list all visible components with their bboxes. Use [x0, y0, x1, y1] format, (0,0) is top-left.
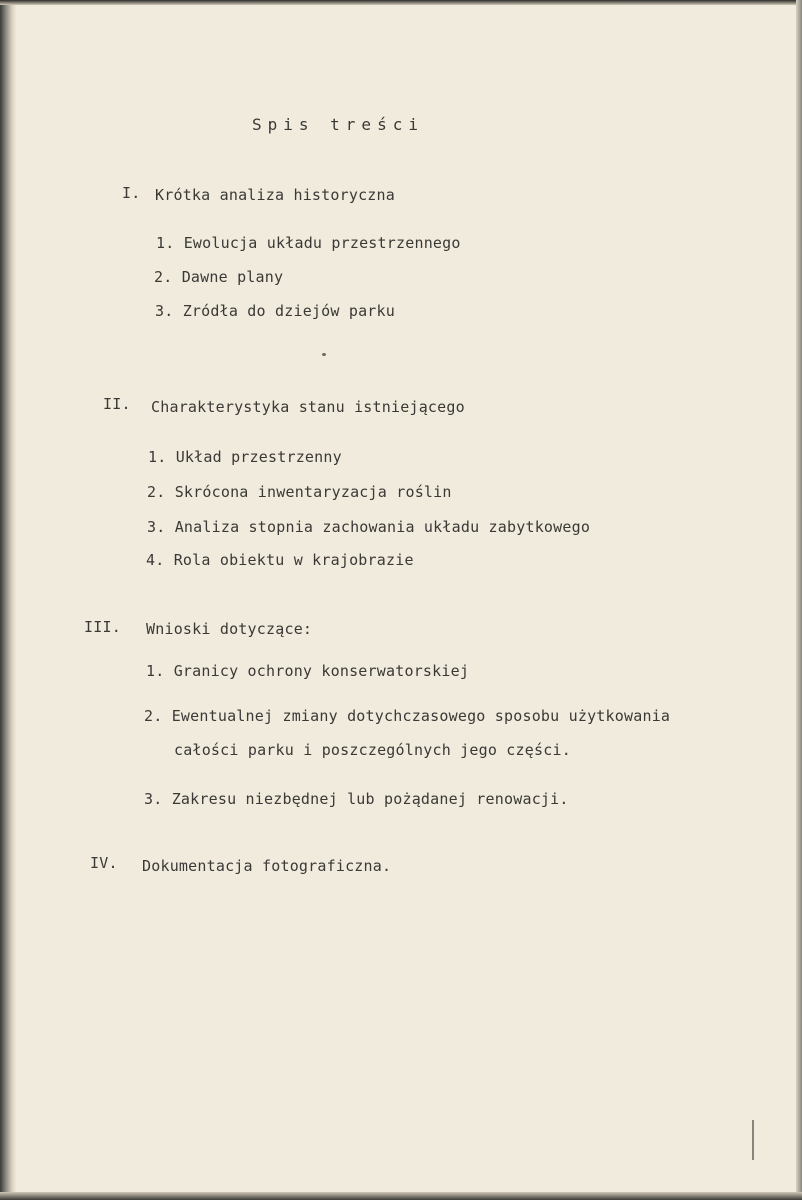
- list-item: 2. Skrócona inwentaryzacja roślin: [147, 483, 452, 501]
- section-heading: Dokumentacja fotograficzna.: [142, 857, 392, 875]
- ink-dot: [322, 353, 326, 356]
- section-numeral: I.: [122, 184, 141, 202]
- list-item: 2. Dawne plany: [154, 268, 284, 286]
- section-numeral: IV.: [90, 854, 118, 872]
- list-item: 1. Granicy ochrony konserwatorskiej: [146, 662, 470, 680]
- list-item: 3. Zakresu niezbędnej lub pożądanej renowacji.: [144, 790, 569, 808]
- section-heading: Wnioski dotyczące:: [146, 620, 313, 638]
- list-item: 1. Ewolucja układu przestrzennego: [156, 234, 461, 252]
- binding-spine: [0, 0, 16, 1200]
- list-item: 3. Analiza stopnia zachowania układu zabytkowego: [147, 518, 591, 536]
- page-right-edge: [796, 0, 802, 1200]
- section-numeral: II.: [103, 395, 131, 413]
- page-top-edge: [0, 0, 802, 5]
- ink-mark: [752, 1120, 754, 1160]
- list-item-continuation: całości parku i poszczególnych jego części.: [174, 741, 571, 759]
- page-title: Spis treści: [252, 115, 424, 134]
- list-item: 3. Zródła do dziejów parku: [155, 302, 395, 320]
- list-item: 4. Rola obiektu w krajobrazie: [146, 551, 414, 569]
- section-heading: Krótka analiza historyczna: [155, 186, 395, 204]
- list-item: 1. Układ przestrzenny: [148, 448, 342, 466]
- page-bottom-edge: [0, 1192, 802, 1200]
- section-numeral: III.: [84, 618, 121, 636]
- section-heading: Charakterystyka stanu istniejącego: [151, 398, 465, 416]
- list-item: 2. Ewentualnej zmiany dotychczasowego sposobu użytkowania: [144, 707, 671, 725]
